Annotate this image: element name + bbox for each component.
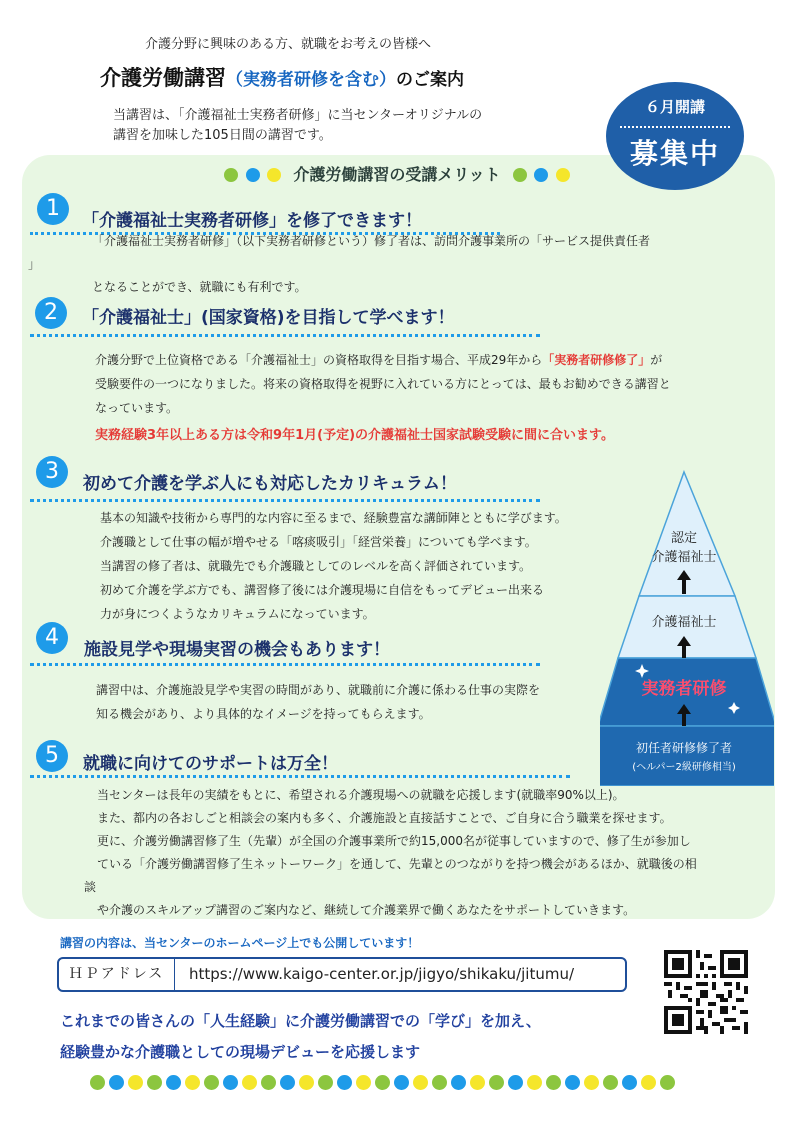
intro-text: 介護分野に興味のある方、就職をお考えの皆様へ — [145, 37, 432, 52]
header-dot — [246, 168, 260, 182]
footer-dot — [90, 1075, 105, 1090]
section-line: ている「介護労働講習修了生ネットーワーク」を通して、先輩とのつながりを持つ機会があるほか、就職後の相 — [97, 857, 697, 871]
footer-dot — [166, 1075, 181, 1090]
footer-dot — [641, 1075, 656, 1090]
section-divider — [30, 334, 540, 337]
section-line: 介護分野で上位資格である「介護福祉士」の資格取得を目指す場合、平成29年から「実務者研修修了」が — [95, 353, 663, 367]
section-divider — [30, 499, 540, 502]
footer-dot — [432, 1075, 447, 1090]
footer-dot — [489, 1075, 504, 1090]
pyramid-label: 介護福祉士 — [651, 615, 717, 630]
closing-line: 経験豊かな介護職としての現場デビューを応援します — [60, 1043, 421, 1061]
footer-dot — [318, 1075, 333, 1090]
section-line: 当センターは長年の実績をもとに、希望される介護現場への就職を応援します(就職率90%以上)。 — [97, 788, 625, 802]
section-line: 初めて介護を学ぶ方でも、講習修了後には介護現場に自信をもってデビュー出来る — [100, 583, 545, 597]
pyramid-label: (ヘルパー2級研修相当) — [632, 762, 736, 773]
footer-dot — [128, 1075, 143, 1090]
career-pyramid — [600, 468, 774, 786]
section-divider — [30, 775, 570, 778]
section-line: 力が身につくようなカリキュラムになっています。 — [100, 607, 375, 621]
section-line: また、都内の各おしごと相談会の案内も多く、介護施設と直接話すことで、ご自身に合う職業を探せます。 — [97, 811, 672, 825]
section-heading: 「介護福祉士」(国家資格)を目指して学べます！ — [82, 308, 455, 328]
title-tail: のご案内 — [396, 70, 464, 90]
footer-dot — [584, 1075, 599, 1090]
footer-dots — [90, 1075, 679, 1094]
footer-dot — [413, 1075, 428, 1090]
section-number: 5 — [36, 740, 68, 772]
footer-dot — [622, 1075, 637, 1090]
footer-dot — [242, 1075, 257, 1090]
header-dot — [534, 168, 548, 182]
badge-divider — [620, 126, 730, 128]
section-number: 3 — [36, 456, 68, 488]
hp-label: ＨＰアドレス — [59, 959, 175, 990]
pyramid-label: 初任者研修修了者 — [635, 741, 733, 755]
footer-dot — [280, 1075, 295, 1090]
merit-header — [0, 162, 794, 185]
footer-dot — [394, 1075, 409, 1090]
section-line: 談 — [84, 880, 97, 894]
badge-opening: ６月開講 — [644, 98, 705, 116]
description-line: 講習を加味した105日間の講習です。 — [113, 128, 332, 143]
hp-url-link[interactable]: https://www.kaigo-center.or.jp/jigyo/shikaku/jitumu/ — [189, 965, 575, 983]
title-sub: （実務者研修を含む） — [226, 70, 396, 90]
highlight-text: 「実務者研修修了」 — [542, 353, 651, 367]
section-line: なっています。 — [95, 401, 179, 415]
section-line: 介護職として仕事の幅が増やせる「喀痰吸引」「経営栄養」についても学べます。 — [100, 535, 537, 549]
title-main: 介護労働講習 — [100, 66, 226, 90]
highlight-line: 実務経験3年以上ある方は令和9年1月(予定)の介護福祉士国家試験受験に間に合います。 — [95, 428, 614, 443]
header-dot — [267, 168, 281, 182]
hp-note: 講習の内容は、当センターのホームページ上でも公開しています！ — [60, 936, 420, 950]
description-line: 当講習は、「介護福祉士実務者研修」に当センターオリジナルの — [113, 108, 483, 123]
section-line: や介護のスキルアップ講習のご案内など、継続して介護業界で働くあなたをサポートしていきます。 — [97, 903, 636, 917]
section-number: 2 — [35, 297, 67, 329]
section-number: 4 — [36, 622, 68, 654]
page-title — [100, 62, 464, 92]
section-line: 更に、介護労働講習修了生（先輩）が全国の介護事業所で約15,000名が従事していますので、修了生が参加し — [97, 834, 691, 848]
footer-dot — [546, 1075, 561, 1090]
footer-dot — [660, 1075, 675, 1090]
section-line: 「介護福祉士実務者研修」（以下実務者研修という）修了者は、訪問介護事業所の「サービス提供責任者 — [92, 234, 651, 248]
section-heading: 施設見学や現場実習の機会もあります！ — [84, 640, 390, 660]
footer-dot — [527, 1075, 542, 1090]
pyramid-label: 実務者研修 — [641, 679, 727, 699]
footer-dot — [603, 1075, 618, 1090]
qr-code — [664, 950, 748, 1034]
footer-dot — [451, 1075, 466, 1090]
section-heading: 初めて介護を学ぶ人にも対応したカリキュラム！ — [83, 474, 457, 494]
badge-main: 募集中 — [629, 137, 720, 170]
footer-dot — [337, 1075, 352, 1090]
footer-dot — [299, 1075, 314, 1090]
merit-header-text: 介護労働講習の受講メリット — [293, 165, 501, 184]
footer-dot — [147, 1075, 162, 1090]
footer-dot — [375, 1075, 390, 1090]
section-line: 当講習の修了者は、就職先でも介護職としてのレベルを高く評価されています。 — [100, 559, 532, 573]
footer-dot — [204, 1075, 219, 1090]
section-divider — [30, 663, 540, 666]
footer-dot — [223, 1075, 238, 1090]
header-dot — [513, 168, 527, 182]
footer-dot — [185, 1075, 200, 1090]
footer-dot — [508, 1075, 523, 1090]
section-line: となることができ、就職にも有利です。 — [92, 280, 307, 294]
hp-address-box — [57, 957, 627, 992]
footer-dot — [565, 1075, 580, 1090]
section-line: 受験要件の一つになりました。将来の資格取得を視野に入れている方にとっては、最もお勧めできる講習と — [95, 377, 671, 391]
section-line: 基本の知識や技術から専門的な内容に至るまで、経験豊富な講師陣とともに学びます。 — [100, 511, 567, 525]
header-dot — [224, 168, 238, 182]
closing-line: これまでの皆さんの「人生経験」に介護労働講習での「学び」を加え、 — [60, 1012, 541, 1030]
header-dot — [556, 168, 570, 182]
pyramid-label: 介護福祉士 — [651, 550, 717, 565]
footer-dot — [470, 1075, 485, 1090]
section-line: 講習中は、介護施設見学や実習の時間があり、就職前に介護に係わる仕事の実際を — [96, 683, 541, 697]
pyramid-label: 認定 — [670, 531, 698, 546]
section-line: 」 — [28, 257, 41, 271]
footer-dot — [261, 1075, 276, 1090]
footer-dot — [109, 1075, 124, 1090]
footer-dot — [356, 1075, 371, 1090]
section-line: 知る機会があり、より具体的なイメージを持ってもらえます。 — [96, 707, 431, 721]
pyramid-tier-4 — [600, 726, 774, 786]
section-heading: 「介護福祉士実務者研修」を修了できます！ — [82, 211, 422, 231]
description — [113, 106, 593, 146]
section-number: 1 — [37, 193, 69, 225]
section-heading: 就職に向けてのサポートは万全！ — [83, 754, 338, 774]
